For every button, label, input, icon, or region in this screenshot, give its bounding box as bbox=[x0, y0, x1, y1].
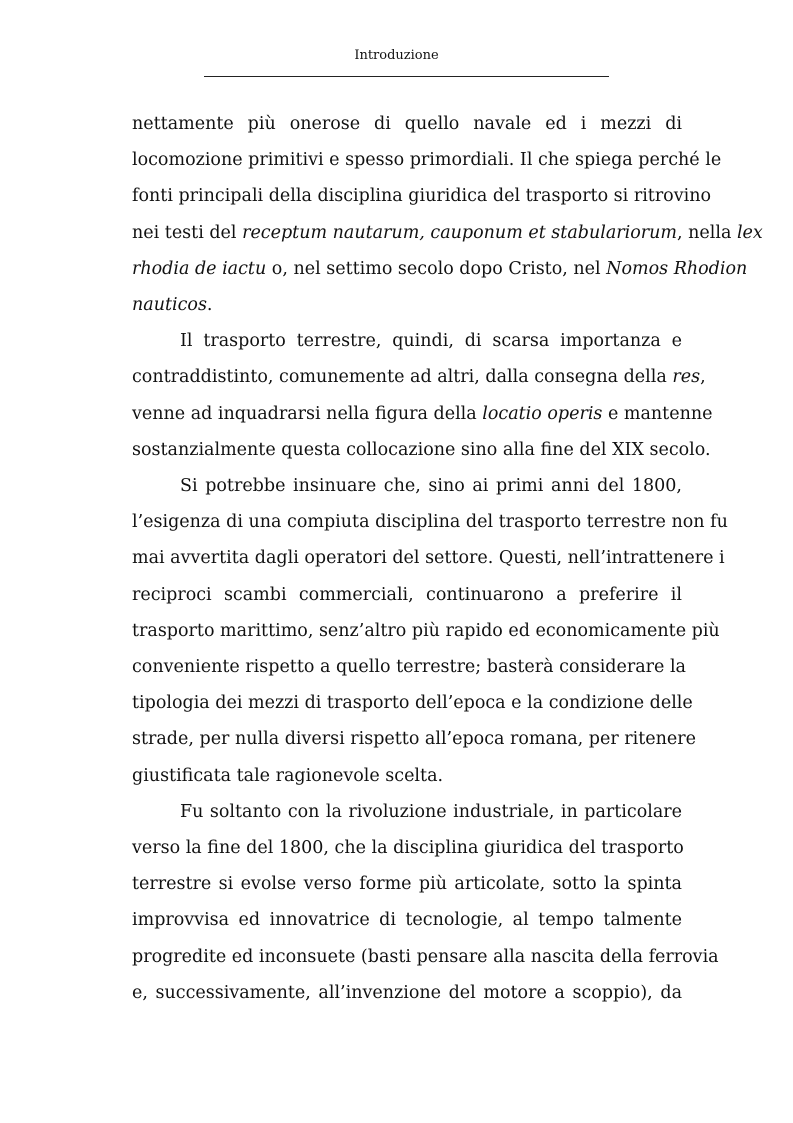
text-line: locomozione primitivi e spesso primordiali. Il che spiega perché le bbox=[132, 150, 722, 171]
italic-term: lex bbox=[736, 222, 763, 243]
text-line: Si potrebbe insinuare che, sino ai primi anni del 1800, bbox=[180, 476, 682, 497]
text-line bbox=[132, 359, 706, 395]
text-line: trasporto marittimo, senz’altro più rapido ed economicamente più bbox=[132, 620, 720, 641]
paragraph-3 bbox=[132, 468, 728, 794]
text-run: e mantenne bbox=[602, 403, 713, 424]
text-run: nei testi del bbox=[132, 222, 243, 243]
header-rule bbox=[204, 76, 609, 77]
paragraph-2 bbox=[132, 323, 713, 468]
text-line: improvvisa ed innovatrice di tecnologie, al tempo talmente bbox=[132, 910, 682, 931]
text-run: , bbox=[700, 367, 706, 388]
text-line: tipologia dei mezzi di trasporto dell’epoca e la condizione delle bbox=[132, 693, 693, 714]
italic-term: res bbox=[672, 367, 701, 388]
italic-term: nauticos bbox=[132, 295, 207, 316]
italic-term: locatio operis bbox=[482, 403, 603, 424]
text-line: Il trasporto terrestre, quindi, di scarsa importanza e bbox=[180, 331, 682, 352]
text-line: l’esigenza di una compiuta disciplina del trasporto terrestre non fu bbox=[132, 512, 728, 533]
text-line: mai avvertita dagli operatori del settore. Questi, nell’intrattenere i bbox=[132, 548, 725, 569]
text-line: strade, per nulla diversi rispetto all’epoca romana, per ritenere bbox=[132, 729, 696, 750]
text-run: . bbox=[206, 295, 213, 316]
text-line: reciproci scambi commerciali, continuarono a preferire il bbox=[132, 584, 682, 605]
text-run: o, nel settimo secolo dopo Cristo, nel bbox=[266, 258, 607, 279]
text-run: venne ad inquadrarsi nella figura della bbox=[132, 403, 483, 424]
text-line bbox=[132, 396, 713, 432]
text-line: verso la fine del 1800, che la disciplina giuridica del trasporto bbox=[132, 838, 684, 859]
text-line: conveniente rispetto a quello terrestre; basterà considerare la bbox=[132, 657, 686, 678]
paragraph-4 bbox=[132, 794, 719, 1011]
text-line bbox=[132, 215, 763, 251]
text-line: progredite ed inconsuete (basti pensare alla nascita della ferrovia bbox=[132, 946, 719, 967]
text-line: terrestre si evolse verso forme più articolate, sotto la spinta bbox=[132, 874, 682, 895]
text-run: , nella bbox=[677, 222, 737, 243]
text-line: Fu soltanto con la rivoluzione industriale, in particolare bbox=[180, 801, 682, 822]
paragraph-1 bbox=[132, 106, 763, 323]
running-header: Introduzione bbox=[354, 48, 439, 63]
text-line: sostanzialmente questa collocazione sino alla fine del XIX secolo. bbox=[132, 439, 711, 460]
text-line bbox=[132, 287, 682, 323]
italic-term: receptum nautarum, cauponum et stabulariorum bbox=[242, 222, 677, 243]
text-line bbox=[132, 251, 748, 287]
text-line: giustificata tale ragionevole scelta. bbox=[132, 765, 444, 786]
text-line: e, successivamente, all’invenzione del motore a scoppio), da bbox=[132, 982, 682, 1003]
body-text bbox=[132, 106, 763, 1011]
italic-term: Nomos Rhodion bbox=[606, 258, 748, 279]
text-line: fonti principali della disciplina giuridica del trasporto si ritrovino bbox=[132, 186, 712, 207]
text-line: nettamente più onerose di quello navale ed i mezzi di bbox=[132, 114, 682, 134]
italic-term: rhodia de iactu bbox=[132, 258, 267, 279]
text-run: contraddistinto, comunemente ad altri, dalla consegna della bbox=[132, 367, 673, 388]
